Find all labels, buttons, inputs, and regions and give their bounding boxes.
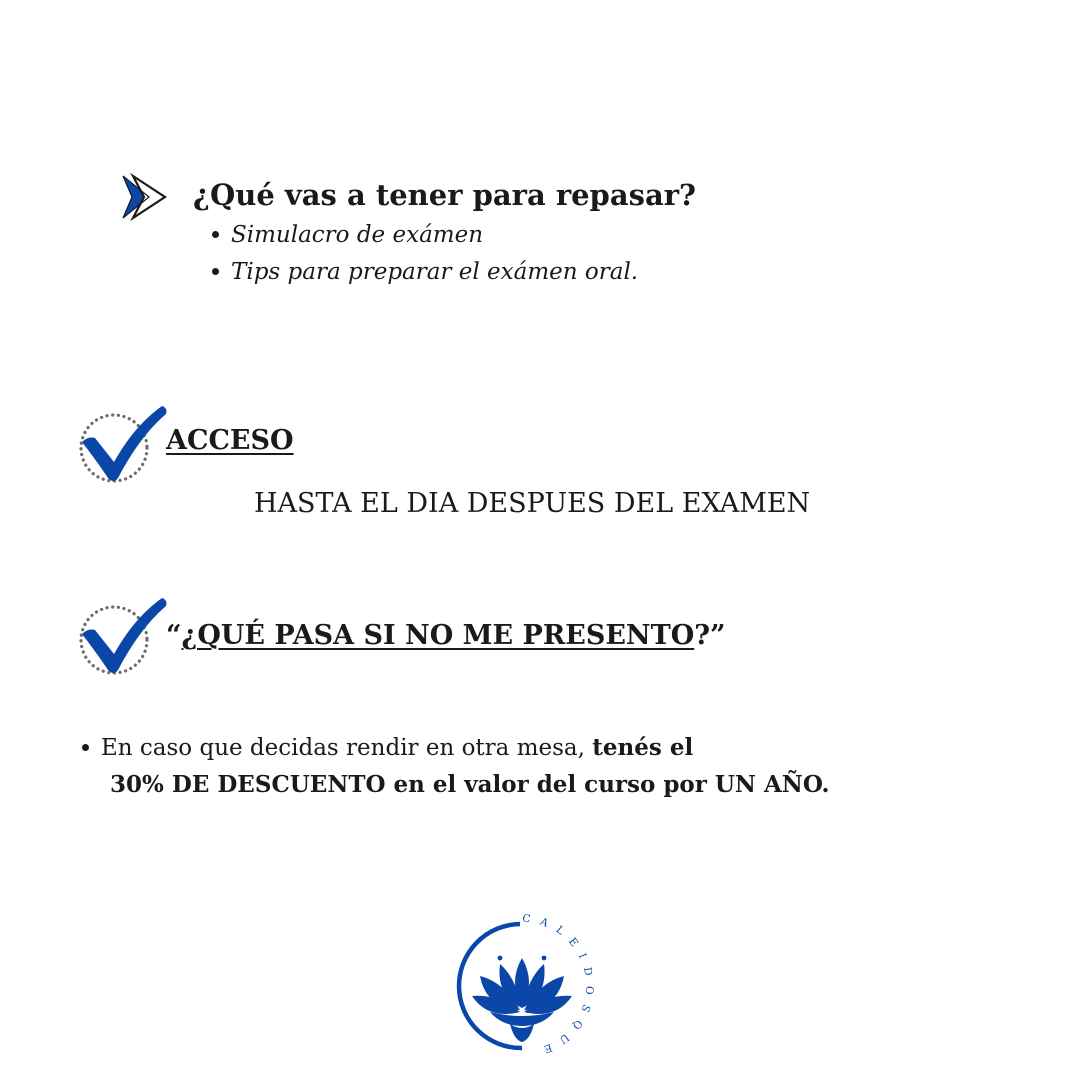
- logo-text: CALEIDOSQUE: [521, 912, 596, 1058]
- discount-text-regular: En caso que decidas rendir en otra mesa,: [101, 735, 593, 761]
- list-item: [212, 220, 483, 250]
- review-heading: ¿Qué vas a tener para repasar?: [193, 178, 697, 212]
- bullet-icon: [212, 268, 219, 275]
- check-badge-icon: [74, 592, 170, 682]
- lotus-logo-icon: [450, 912, 610, 1062]
- discount-line-1: [82, 732, 693, 764]
- list-item-text: Simulacro de exámen: [231, 222, 484, 248]
- access-detail: HASTA EL DIA DESPUES DEL EXAMEN: [254, 488, 811, 519]
- double-chevron-right-icon: [120, 172, 168, 222]
- list-item-text: Tips para preparar el exámen oral.: [231, 259, 639, 285]
- discount-text-bold: tenés el: [592, 734, 694, 761]
- bullet-icon: [82, 744, 89, 751]
- absence-title: [166, 618, 726, 654]
- discount-line-2: 30% DE DESCUENTO en el valor del curso por UN AÑO.: [110, 771, 830, 798]
- open-quote: “: [166, 620, 182, 651]
- bullet-icon: [212, 231, 219, 238]
- access-title: ACCESO: [166, 425, 294, 456]
- absence-title-underlined: ¿QUÉ PASA SI NO ME PRESENTO: [181, 620, 695, 651]
- close-quote: ?”: [694, 620, 726, 651]
- list-item: [212, 257, 638, 287]
- check-badge-icon: [74, 400, 170, 490]
